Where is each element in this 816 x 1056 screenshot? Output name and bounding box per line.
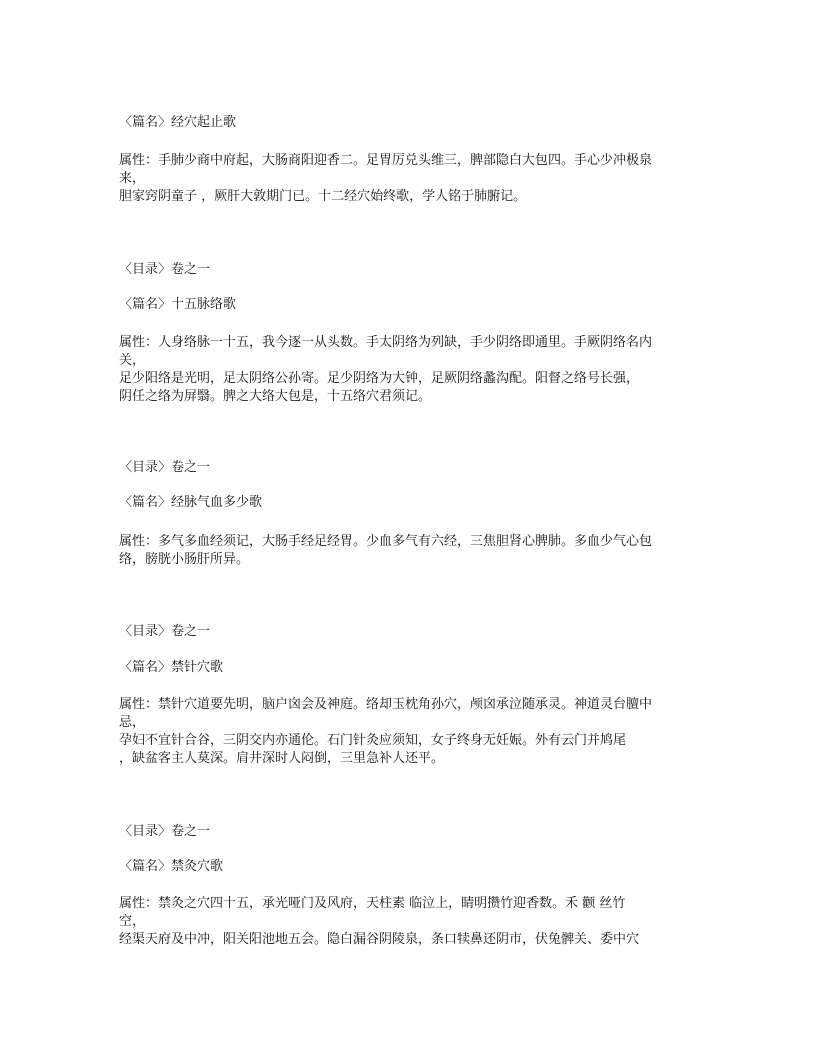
body-line: 足少阳络是光明，足太阴络公孙寄。足少阴络为大钟，足厥阴络蠡沟配。阳督之络号长强， bbox=[119, 371, 640, 386]
body-line: ，缺盆客主人莫深。肩井深时人闷倒，三里急补人还平。 bbox=[119, 751, 445, 766]
body-line: 关， bbox=[119, 353, 146, 368]
body-line: 属性：人身络脉一十五，我今逐一从头数。手太阴络为列缺，手少阴络即通里。手厥阴络名内 bbox=[119, 335, 653, 350]
body-line: 属性：禁针穴道要先明，脑户囟会及神庭。络却玉枕角孙穴，颅囟承泣随承灵。神道灵台膻中 bbox=[119, 697, 653, 712]
body-line: 属性：手肺少商中府起，大肠商阳迎香二。足胃厉兑头维三，脾部隐白大包四。手心少冲极泉 bbox=[119, 153, 653, 168]
body-line: 空， bbox=[119, 914, 146, 929]
body-line: 胆家窍阴童子 ，厥肝大敦期门已。十二经穴始终歌，学人铭于肺腑记。 bbox=[119, 189, 527, 204]
body-line: 络，膀胱小肠肝所异。 bbox=[119, 552, 250, 567]
body-line: 经渠天府及中冲，阳关阳池地五会。隐白漏谷阴陵泉，条口犊鼻还阴市，伏兔髀关、委中穴 bbox=[119, 932, 640, 947]
section-title: 〈篇名〉十五脉络歌 bbox=[119, 297, 237, 312]
body-line: 阴任之络为屏翳。脾之大络大包是，十五络穴君须记。 bbox=[119, 389, 432, 404]
body-line: 忌， bbox=[119, 715, 146, 730]
body-line: 孕妇不宜针合谷，三阴交内亦通伦。石门针灸应须知，女子终身无妊娠。外有云门并鸠尾 bbox=[119, 733, 627, 748]
section-title: 〈篇名〉禁灸穴歌 bbox=[119, 859, 224, 874]
body-line: 属性：禁灸之穴四十五，承光哑门及风府，天柱素 临泣上，睛明攒竹迎香数。禾 颧 丝竹 bbox=[119, 896, 626, 911]
volume-line: 〈目录〉卷之一 bbox=[119, 262, 211, 277]
volume-line: 〈目录〉卷之一 bbox=[119, 460, 211, 475]
section-title: 〈篇名〉经穴起止歌 bbox=[119, 115, 237, 130]
body-line: 属性：多气多血经须记，大肠手经足经胃。少血多气有六经，三焦胆肾心脾肺。多血少气心包 bbox=[119, 534, 653, 549]
body-line: 来， bbox=[119, 171, 146, 186]
section-title: 〈篇名〉禁针穴歌 bbox=[119, 660, 224, 675]
volume-line: 〈目录〉卷之一 bbox=[119, 624, 211, 639]
section-title: 〈篇名〉经脉气血多少歌 bbox=[119, 495, 263, 510]
volume-line: 〈目录〉卷之一 bbox=[119, 824, 211, 839]
